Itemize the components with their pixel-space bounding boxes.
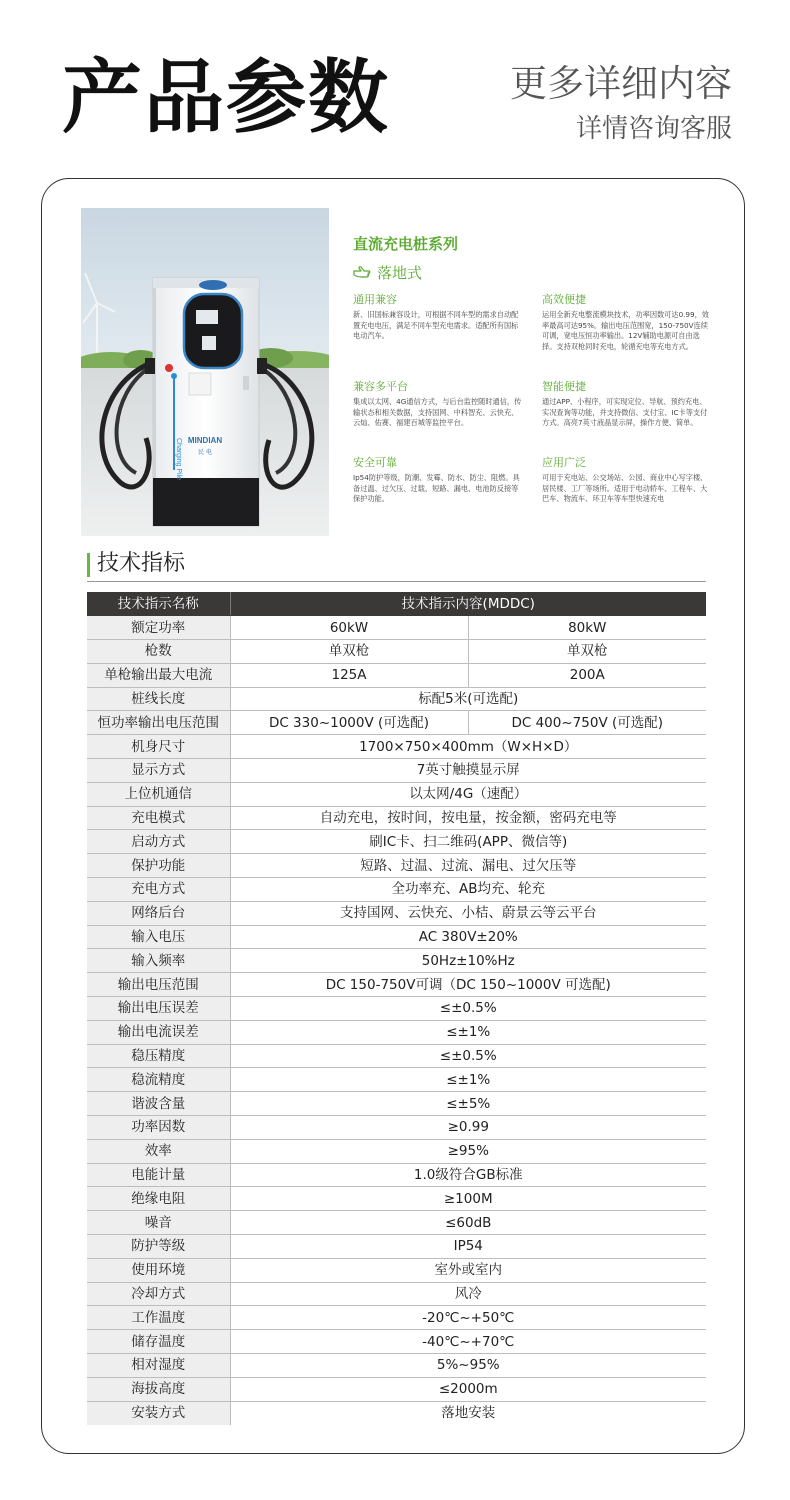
spec-value-cell: DC 400~750V (可选配) <box>468 711 706 735</box>
spec-value-cell: AC 380V±20% <box>230 925 706 949</box>
spec-name-cell: 充电方式 <box>87 878 230 902</box>
feature-efficiency <box>542 293 712 352</box>
feature-text: 集成以太网、4G通信方式，与后台监控随时通信，传输状态和相关数据，支持国网、中科智充、云快充、云灿、佑赛、福建百城等监控平台。 <box>353 397 522 428</box>
table-row <box>87 1044 706 1068</box>
page-note: 详情咨询客服 <box>575 114 732 144</box>
feature-title: 高效便捷 <box>542 293 586 306</box>
spec-name-cell: 启动方式 <box>87 830 230 854</box>
feature-text: 运用全新充电整流模块技术，功率因数可达0.99，效率最高可达95%。输出电压范围宽，150-750V连续可调，宽电压恒功率输出。12V辅助电源可自由选择。支持双枪同时充电，轮循充电等充电方式。 <box>542 310 709 351</box>
table-row <box>87 1116 706 1140</box>
table-row <box>87 1163 706 1187</box>
table-row <box>87 1282 706 1306</box>
spec-value-cell: DC 150-750V可调（DC 150~1000V 可选配) <box>230 973 706 997</box>
spec-value-cell: 80kW <box>468 616 706 640</box>
table-row <box>87 735 706 759</box>
section-title: 技术指标 <box>97 551 186 576</box>
table-row <box>87 1187 706 1211</box>
spec-value-cell: IP54 <box>230 1235 706 1259</box>
spec-value-cell: 125A <box>230 663 468 687</box>
spec-value-cell: 1700×750×400mm（W×H×D） <box>230 735 706 759</box>
spec-name-cell: 储存温度 <box>87 1330 230 1354</box>
table-row <box>87 663 706 687</box>
table-row <box>87 1306 706 1330</box>
table-row <box>87 1211 706 1235</box>
feature-smart <box>542 380 712 429</box>
stand-label: 落地式 <box>377 263 423 282</box>
spec-value-cell: ≤±1% <box>230 1020 706 1044</box>
page-title: 产品参数 <box>62 51 390 144</box>
spec-value-cell: ≤±5% <box>230 1092 706 1116</box>
feature-compatibility <box>353 293 523 342</box>
table-row <box>87 1020 706 1044</box>
pointing-hand-icon <box>353 264 371 280</box>
spec-name-cell: 海拔高度 <box>87 1377 230 1401</box>
product-image <box>81 208 329 536</box>
table-row <box>87 1354 706 1378</box>
table-row <box>87 925 706 949</box>
spec-value-cell: 支持国网、云快充、小桔、蔚景云等云平台 <box>230 901 706 925</box>
feature-title: 应用广泛 <box>542 456 586 469</box>
table-row <box>87 878 706 902</box>
spec-value-cell: 50Hz±10%Hz <box>230 949 706 973</box>
feature-text: 新、旧国标兼容设计，可根据不同车型的需求自动配置充电电压，满足不同车型充电需求。适配所有国标电动汽车。 <box>353 310 519 341</box>
spec-value-cell: 全功率充、AB均充、轮充 <box>230 878 706 902</box>
spec-name-cell: 保护功能 <box>87 854 230 878</box>
spec-name-cell: 效率 <box>87 1139 230 1163</box>
table-row <box>87 759 706 783</box>
table-row <box>87 1235 706 1259</box>
table-row <box>87 901 706 925</box>
spec-name-cell: 使用环境 <box>87 1258 230 1282</box>
table-row <box>87 1330 706 1354</box>
spec-name-cell: 额定功率 <box>87 616 230 640</box>
svg-text:MINDIAN: MINDIAN <box>187 436 223 445</box>
spec-name-cell: 桩线长度 <box>87 687 230 711</box>
spec-value-cell: 落地安装 <box>441 1405 496 1422</box>
spec-value-cell: ≤±0.5% <box>230 997 706 1021</box>
table-row <box>87 616 706 640</box>
spec-value-cell: 单双枪 <box>468 640 706 664</box>
spec-value-cell: 以太网/4G（速配） <box>230 782 706 806</box>
spec-table-body <box>87 616 706 1425</box>
spec-name-cell: 输入电压 <box>87 925 230 949</box>
spec-value-cell: 单双枪 <box>230 640 468 664</box>
table-row <box>87 973 706 997</box>
series-title: 直流充电桩系列 <box>353 235 459 253</box>
spec-value-cell: 5%~95% <box>230 1354 706 1378</box>
spec-value-cell: ≤±0.5% <box>230 1044 706 1068</box>
spec-value-cell: 风冷 <box>230 1282 706 1306</box>
spec-value-cell: DC 330~1000V (可选配) <box>230 711 468 735</box>
page-subtitle: 更多详细内容 <box>510 62 732 105</box>
spec-name-cell: 电能计量 <box>87 1163 230 1187</box>
spec-value-cell: ≤2000m <box>230 1377 706 1401</box>
feature-applications <box>542 456 712 514</box>
spec-name-cell: 输入频率 <box>87 949 230 973</box>
spec-name-cell: 输出电流误差 <box>87 1020 230 1044</box>
spec-name-cell: 稳压精度 <box>87 1044 230 1068</box>
spec-name-cell: 输出电压误差 <box>87 997 230 1021</box>
spec-value-cell: 标配5米(可选配) <box>230 687 706 711</box>
spec-name-cell: 噪音 <box>87 1211 230 1235</box>
feature-title: 智能便捷 <box>542 380 586 393</box>
spec-name-cell: 防护等级 <box>87 1235 230 1259</box>
spec-name-cell: 绝缘电阻 <box>87 1187 230 1211</box>
spec-name-cell: 网络后台 <box>87 901 230 925</box>
spec-value-cell: 自动充电，按时间，按电量，按金额，密码充电等 <box>230 806 706 830</box>
spec-value-cell: -40℃~+70℃ <box>230 1330 706 1354</box>
spec-name-cell: 充电模式 <box>87 806 230 830</box>
stand-type <box>353 262 422 282</box>
table-row <box>87 1092 706 1116</box>
spec-name-cell: 冷却方式 <box>87 1282 230 1306</box>
spec-name-cell: 上位机通信 <box>87 782 230 806</box>
spec-name-cell: 工作温度 <box>87 1306 230 1330</box>
spec-value-cell: 1.0级符合GB标准 <box>230 1163 706 1187</box>
spec-name-cell: 显示方式 <box>87 759 230 783</box>
table-row <box>87 1068 706 1092</box>
spec-value-cell: ≥100M <box>230 1187 706 1211</box>
table-row <box>87 949 706 973</box>
spec-table <box>87 592 706 1425</box>
spec-value-cell: ≤60dB <box>230 1211 706 1235</box>
svg-text:Charging Pile: Charging Pile <box>175 438 182 481</box>
spec-name-cell: 输出电压范围 <box>87 973 230 997</box>
spec-name-cell: 相对湿度 <box>87 1354 230 1378</box>
spec-name-cell: 恒功率输出电压范围 <box>87 711 230 735</box>
feature-text: 可用于充电站、公交场站、公园、商业中心写字楼、居民楼、工厂等场所。适用于电动轿车、工程车、大巴车、物流车、环卫车等车型快速充电 <box>542 473 708 504</box>
header-cell-content: 技术指示内容(MDDC) <box>230 592 706 616</box>
table-row <box>87 1258 706 1282</box>
table-row <box>87 1401 706 1425</box>
spec-value-cell: 短路、过温、过流、漏电、过欠压等 <box>230 854 706 878</box>
spec-value-cell: ≥95% <box>230 1139 706 1163</box>
section-accent-bar <box>87 553 90 577</box>
spec-name-cell: 安装方式 <box>87 1401 230 1425</box>
table-row <box>87 640 706 664</box>
table-row <box>87 1377 706 1401</box>
spec-value-cell: 60kW <box>230 616 468 640</box>
table-row <box>87 854 706 878</box>
feature-multi-platform <box>353 380 523 429</box>
feature-title: 通用兼容 <box>353 293 397 306</box>
spec-name-cell: 稳流精度 <box>87 1068 230 1092</box>
feature-title: 安全可靠 <box>353 456 397 469</box>
table-header-row <box>87 592 706 616</box>
svg-text:民 电: 民 电 <box>198 449 212 456</box>
table-row <box>87 806 706 830</box>
section-divider <box>87 581 706 582</box>
table-row <box>87 711 706 735</box>
feature-text: Ip54防护等级，防潮、发霉、防水、防尘、阻燃。具备过温、过欠压、过载、短路、漏电、电池防反接等保护功能。 <box>353 473 520 504</box>
feature-safety <box>353 456 523 505</box>
table-row <box>87 997 706 1021</box>
spec-name-cell: 枪数 <box>87 640 230 664</box>
spec-value-cell: 刷IC卡、扫二维码(APP、微信等) <box>230 830 706 854</box>
spec-value-cell: 室外或室内 <box>230 1258 706 1282</box>
header-cell-name: 技术指示名称 <box>87 592 230 616</box>
table-row <box>87 1139 706 1163</box>
table-row <box>87 830 706 854</box>
spec-name-cell: 功率因数 <box>87 1116 230 1140</box>
spec-name-cell: 谐波含量 <box>87 1092 230 1116</box>
spec-value-cell: 200A <box>468 663 706 687</box>
table-row <box>87 687 706 711</box>
spec-value-cell: ≤±1% <box>230 1068 706 1092</box>
spec-name-cell: 机身尺寸 <box>87 735 230 759</box>
feature-text: 通过APP、小程序，可实现定位、导航、预约充电、实况查询等功能，并支持微信、支付宝、IC卡等支付方式。高亮7英寸液晶显示屏，操作方便、简单。 <box>542 397 708 428</box>
spec-value-cell: ≥0.99 <box>230 1116 706 1140</box>
feature-title: 兼容多平台 <box>353 380 408 393</box>
spec-name-cell: 单枪输出最大电流 <box>87 663 230 687</box>
table-row <box>87 782 706 806</box>
spec-value-cell: 7英寸触摸显示屏 <box>230 759 706 783</box>
spec-value-cell: -20℃~+50℃ <box>230 1306 706 1330</box>
